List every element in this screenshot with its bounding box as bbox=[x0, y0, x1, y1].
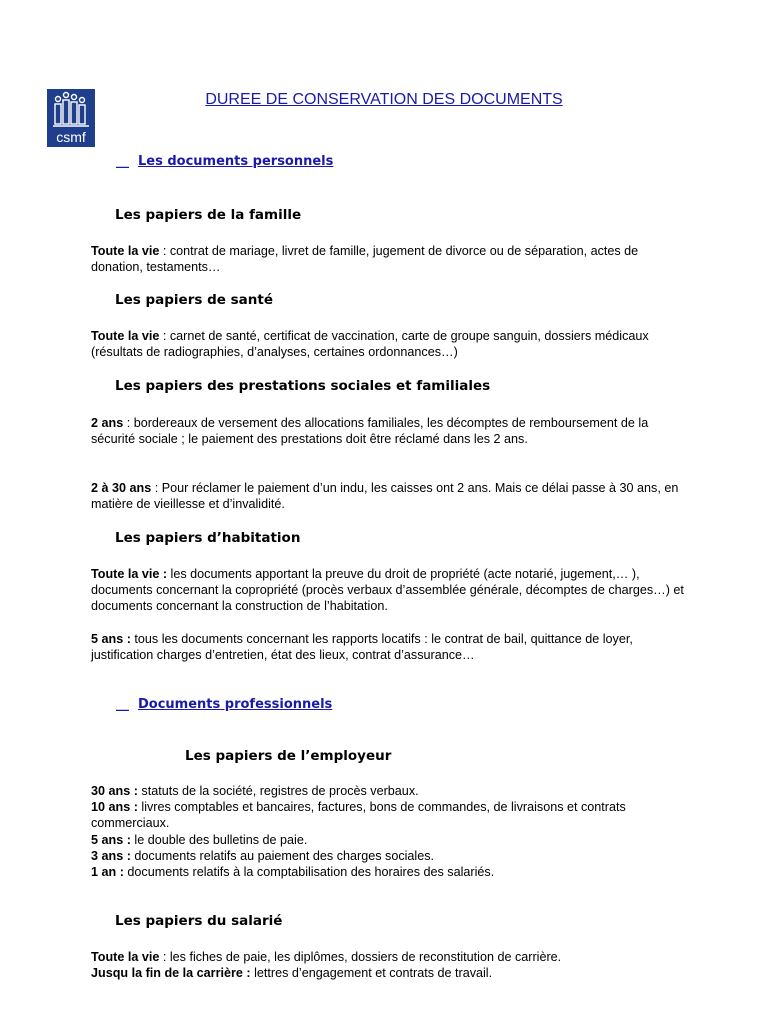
item-text: : les fiches de paie, les diplômes, dossiers de reconstitution de carrière. bbox=[159, 950, 562, 964]
list-item bbox=[91, 965, 691, 981]
duration-label: 1 an : bbox=[91, 865, 124, 880]
duration-label: 2 ans bbox=[91, 416, 124, 430]
heading-habitation: Les papiers d’habitation bbox=[115, 530, 301, 546]
section-marker: __ bbox=[116, 697, 129, 712]
duration-label: 3 ans : bbox=[91, 848, 131, 863]
paragraph-famille bbox=[91, 243, 691, 275]
paragraph-habitation-1 bbox=[91, 566, 691, 615]
logo-text: csmf bbox=[56, 129, 86, 145]
heading-prestations: Les papiers des prestations sociales et familiales bbox=[115, 378, 491, 394]
paragraph-text: : Pour réclamer le paiement d’un indu, les caisses ont 2 ans. Mais ce délai passe à 30 ans, en matière de vieillesse et d’invalidité. bbox=[91, 481, 679, 512]
duration-label: 30 ans : bbox=[91, 784, 138, 798]
item-text: lettres d’engagement et contrats de travail. bbox=[250, 966, 493, 981]
item-text: le double des bulletins de paie. bbox=[130, 832, 308, 847]
paragraph-habitation-2 bbox=[91, 631, 691, 663]
heading-employeur: Les papiers de l’employeur bbox=[185, 748, 392, 764]
duration-label: 2 à 30 ans bbox=[91, 481, 152, 495]
duration-label: Toute la vie bbox=[91, 950, 160, 964]
duration-label: Toute la vie bbox=[91, 244, 160, 258]
heading-famille: Les papiers de la famille bbox=[115, 207, 302, 223]
duration-label: Toute la vie : bbox=[91, 567, 168, 581]
duration-label: 5 ans : bbox=[91, 832, 131, 847]
section-link-professional[interactable] bbox=[116, 697, 332, 712]
list-item bbox=[91, 799, 691, 831]
paragraph-prestations-2 bbox=[91, 480, 691, 512]
paragraph-text: tous les documents concernant les rapports locatifs : le contrat de bail, quittance de loyer, justification charges d’entretien, état des lieux, contrat d’assurance… bbox=[91, 632, 633, 663]
item-text: statuts de la société, registres de procès verbaux. bbox=[137, 784, 419, 798]
paragraph-text: : bordereaux de versement des allocations familiales, les décomptes de remboursement de la sécurité sociale ; le paiement des prestations doit être réclamé dans les 2 ans. bbox=[91, 416, 649, 447]
paragraph-text: : contrat de mariage, livret de famille, jugement de divorce ou de séparation, actes de donation, testaments… bbox=[91, 244, 639, 275]
list-item bbox=[91, 832, 691, 848]
duration-label: Jusqu la fin de la carrière : bbox=[91, 966, 251, 981]
section-marker: __ bbox=[116, 154, 129, 169]
section-link-personal[interactable] bbox=[116, 154, 333, 169]
item-text: documents relatifs au paiement des charges sociales. bbox=[130, 848, 435, 863]
duration-label: 10 ans : bbox=[91, 800, 138, 815]
paragraph-text: les documents apportant la preuve du droit de propriété (acte notarié, jugement,… ), documents concernant la copropriété (procès verbaux d’assemblée générale, décomptes de charges…) et documents concernant la construction de l’habitation. bbox=[91, 567, 684, 614]
paragraph-sante bbox=[91, 328, 691, 360]
heading-sante: Les papiers de santé bbox=[115, 292, 273, 308]
list-item bbox=[91, 864, 691, 880]
list-item bbox=[91, 848, 691, 864]
employeur-list bbox=[91, 783, 691, 880]
heading-salarie: Les papiers du salarié bbox=[115, 913, 283, 929]
paragraph-text: : carnet de santé, certificat de vaccination, carte de groupe sanguin, dossiers médicaux (résultats de radiographies, d’analyses, certaines ordonnances…) bbox=[91, 329, 649, 360]
document-title[interactable]: DUREE DE CONSERVATION DES DOCUMENTS bbox=[205, 91, 563, 108]
item-text: livres comptables et bancaires, factures, bons de commandes, de livraisons et contrats commerciaux. bbox=[91, 800, 626, 831]
item-text: documents relatifs à la comptabilisation des horaires des salariés. bbox=[123, 865, 495, 880]
section-label: Les documents personnels bbox=[138, 154, 334, 169]
list-item bbox=[91, 949, 691, 965]
list-item bbox=[91, 783, 691, 799]
salarie-list bbox=[91, 949, 691, 981]
duration-label: 5 ans : bbox=[91, 632, 131, 646]
paragraph-prestations-1 bbox=[91, 415, 691, 447]
section-label: Documents professionnels bbox=[138, 697, 333, 712]
duration-label: Toute la vie bbox=[91, 329, 160, 343]
